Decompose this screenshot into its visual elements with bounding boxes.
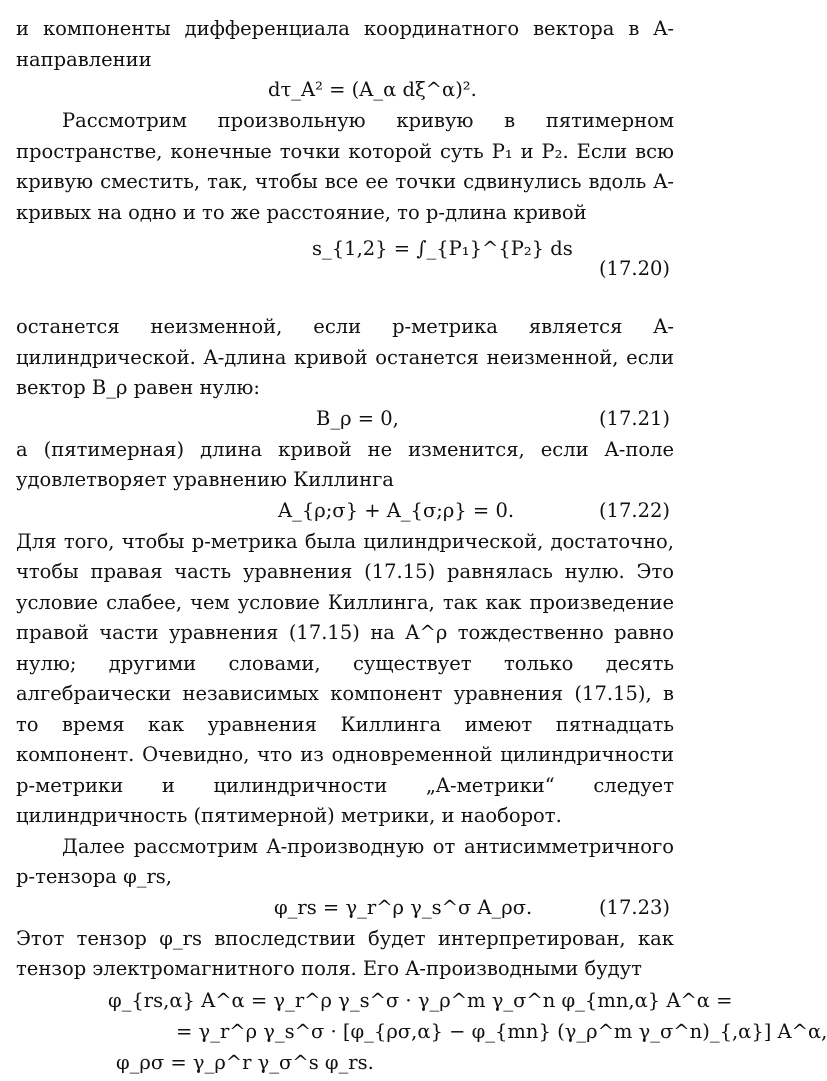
paragraph-5: Для того, чтобы p-метрика была цилиндрической, достаточно, чтобы правая часть уравнения (17.15) равнялась нулю. Это условие слабее, чем условие Киллинга, так как произведение правой части уравнения (17.15) на A^ρ тождественно равно нулю; другими словами, существует только десять алгебраически независимых компонент уравнения (17.15), в то время как уравнения Киллинга имеют пятнадцать компонент. Очевидно, что из одновременной цилиндричности p-метрики и цилиндричности „A-метрики“ следует цилиндричность (пятимерной) метрики, и наоборот. [16, 529, 674, 827]
equation-5-formula: φ_rs = γ_r^ρ γ_s^σ A_ρσ. [274, 895, 533, 919]
equation-2-number: (17.20) [598, 257, 670, 280]
paragraph-4: а (пятимерная) длина кривой не изменится, если A-поле удовлетворяет уравнению Киллинга [16, 437, 674, 491]
paragraph-2: Рассмотрим произвольную кривую в пятимерном пространстве, конечные точки которой суть P₁ и P₂. Если всю кривую сместить, так, чтобы все ее точки сдвинулись вдоль A-кривых на одно и то же расстояние, то p-длина кривой [16, 109, 674, 224]
equation-1-formula: dτ_A² = (A_α dξ^α)². [268, 78, 477, 101]
equation-5-number: (17.23) [598, 895, 670, 919]
paragraph-1: и компоненты дифференциала координатного вектора в A-направлении [16, 17, 674, 71]
paragraph-6: Далее рассмотрим A-производную от антисимметричного p-тензора φ_rs, [16, 834, 674, 888]
equation-6-line-1: φ_{rs,α} A^α = γ_r^ρ γ_s^σ · γ_ρ^m γ_σ^n φ_{mn,α} A^α = [108, 988, 733, 1012]
equation-3-number: (17.21) [598, 406, 670, 430]
paragraph-7: Этот тензор φ_rs впоследствии будет интерпретирован, как тензор электромагнитного поля. Его A-производными будут [16, 926, 674, 980]
equation-5 [16, 893, 674, 924]
equation-6-line-2: = γ_r^ρ γ_s^σ · [φ_{ρσ,α} − φ_{mn} (γ_ρ^m γ_σ^n)_{,α}] A^α, [176, 1019, 827, 1043]
equation-4 [16, 496, 674, 527]
paragraph-3: останется неизменной, если p-метрика является A-цилиндрической. A-длина кривой останется неизменной, если вектор B_ρ равен нулю: [16, 315, 674, 399]
equation-2 [16, 228, 674, 312]
equation-6 [16, 985, 827, 1081]
equation-1 [16, 75, 674, 106]
equation-2-formula: s_{1,2} = ∫_{P₁}^{P₂} ds [312, 237, 573, 260]
equation-3 [16, 404, 674, 435]
equation-6-line-3: φ_ρσ = γ_ρ^r γ_σ^s φ_rs. [116, 1050, 374, 1074]
equation-4-number: (17.22) [598, 498, 670, 522]
equation-4-formula: A_{ρ;σ} + A_{σ;ρ} = 0. [278, 498, 515, 522]
equation-3-formula: B_ρ = 0, [316, 406, 399, 430]
